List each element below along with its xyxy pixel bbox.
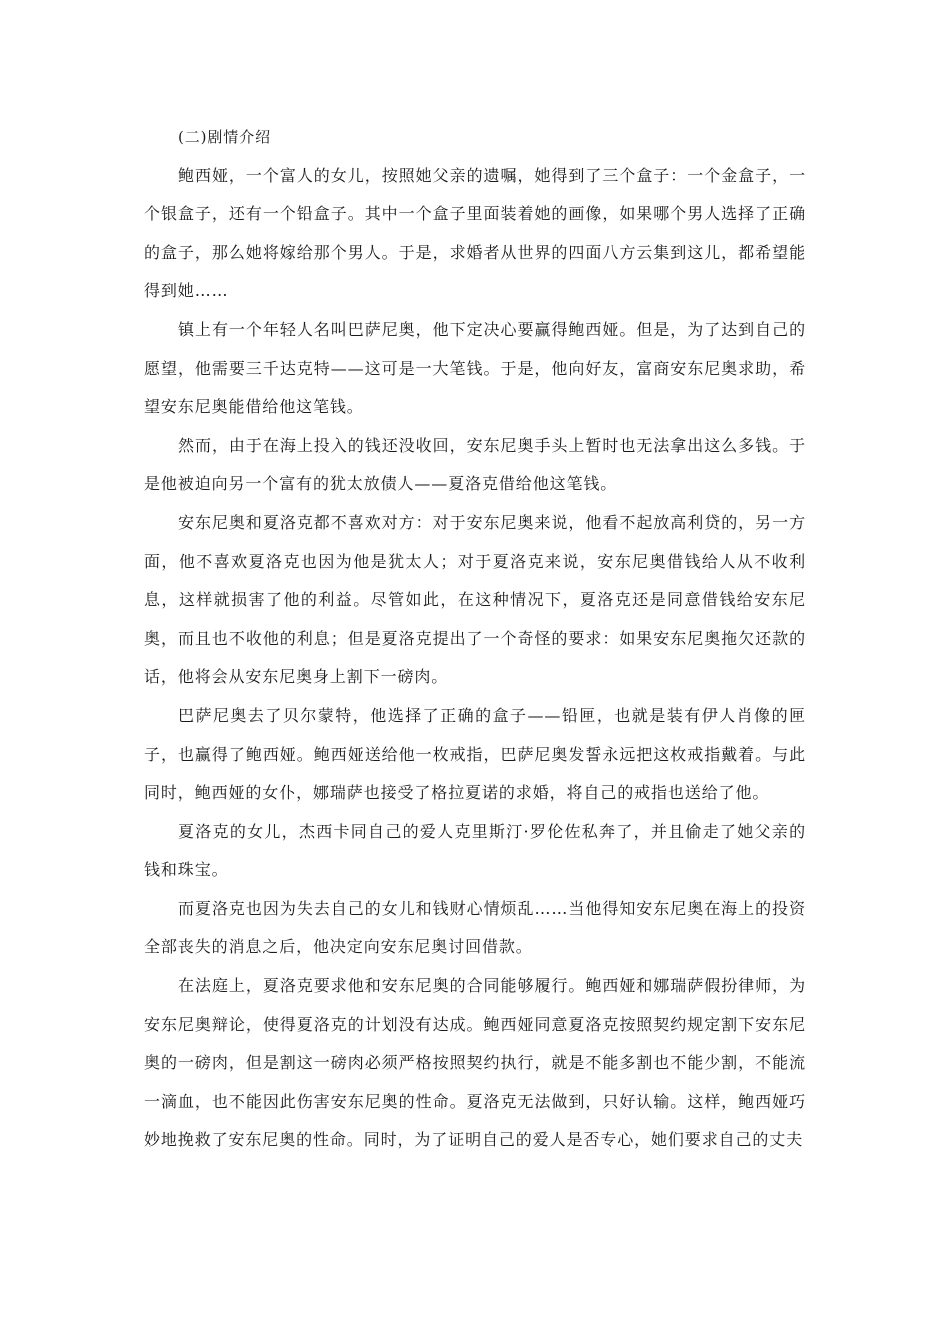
paragraph-jessica-elopes: 夏洛克的女儿，杰西卡同自己的爱人克里斯汀·罗伦佐私奔了，并且偷走了她父亲的钱和珠宝。: [144, 821, 806, 880]
paragraph-shylock-bond: 安东尼奥和夏洛克都不喜欢对方：对于安东尼奥来说，他看不起放高利贷的，另一方面，他不喜欢夏洛克也因为他是犹太人；对于夏洛克来说，安东尼奥借钱给人从不收利息，这样就损害了他的利益。尽管如此，在这种情况下，夏洛克还是同意借钱给安东尼奥，而且也不收他的利息；但是夏洛克提出了一个奇怪的要求：如果安东尼奥拖欠还款的话，他将会从安东尼奥身上割下一磅肉。: [144, 512, 806, 687]
paragraph-belmont-rings: 巴萨尼奥去了贝尔蒙特，他选择了正确的盒子——铅匣，也就是装有伊人肖像的匣子，也赢得了鲍西娅。鲍西娅送给他一枚戒指，巴萨尼奥发誓永远把这枚戒指戴着。与此同时，鲍西娅的女仆，娜瑞萨也接受了格拉夏诺的求婚，将自己的戒指也送给了他。: [144, 705, 806, 803]
document-body: [144, 118, 806, 1160]
section-title: (二)剧情介绍: [178, 128, 272, 146]
paragraph-antonio-borrows: 然而，由于在海上投入的钱还没收回，安东尼奥手头上暂时也无法拿出这么多钱。于是他被迫向另一个富有的犹太放债人——夏洛克借给他这笔钱。: [144, 435, 806, 494]
paragraph-trial: 在法庭上，夏洛克要求他和安东尼奥的合同能够履行。鲍西娅和娜瑞萨假扮律师，为安东尼奥辩论，使得夏洛克的计划没有达成。鲍西娅同意夏洛克按照契约规定割下安东尼奥的一磅肉，但是割这一磅肉必须严格按照契约执行，就是不能多割也不能少割，不能流一滴血，也不能因此伤害安东尼奥的性命。夏洛克无法做到，只好认输。这样，鲍西娅巧妙地挽救了安东尼奥的性命。同时，为了证明自己的爱人是否专心，她们要求自己的丈夫: [144, 976, 806, 1150]
paragraph-shylock-demands: 而夏洛克也因为失去自己的女儿和钱财心情烦乱……当他得知安东尼奥在海上的投资全部丧失的消息之后，他决定向安东尼奥讨回借款。: [144, 898, 806, 957]
paragraph-bassanio-loan: 镇上有一个年轻人名叫巴萨尼奥，他下定决心要赢得鲍西娅。但是，为了达到自己的愿望，他需要三千达克特——这可是一大笔钱。于是，他向好友，富商安东尼奥求助，希望安东尼奥能借给他这笔钱。: [144, 319, 806, 417]
paragraph-portia-caskets: 鲍西娅，一个富人的女儿，按照她父亲的遗嘱，她得到了三个盒子：一个金盒子，一个银盒子，还有一个铅盒子。其中一个盒子里面装着她的画像，如果哪个男人选择了正确的盒子，那么她将嫁给那个男人。于是，求婚者从世界的四面八方云集到这儿，都希望能得到她……: [144, 165, 806, 301]
